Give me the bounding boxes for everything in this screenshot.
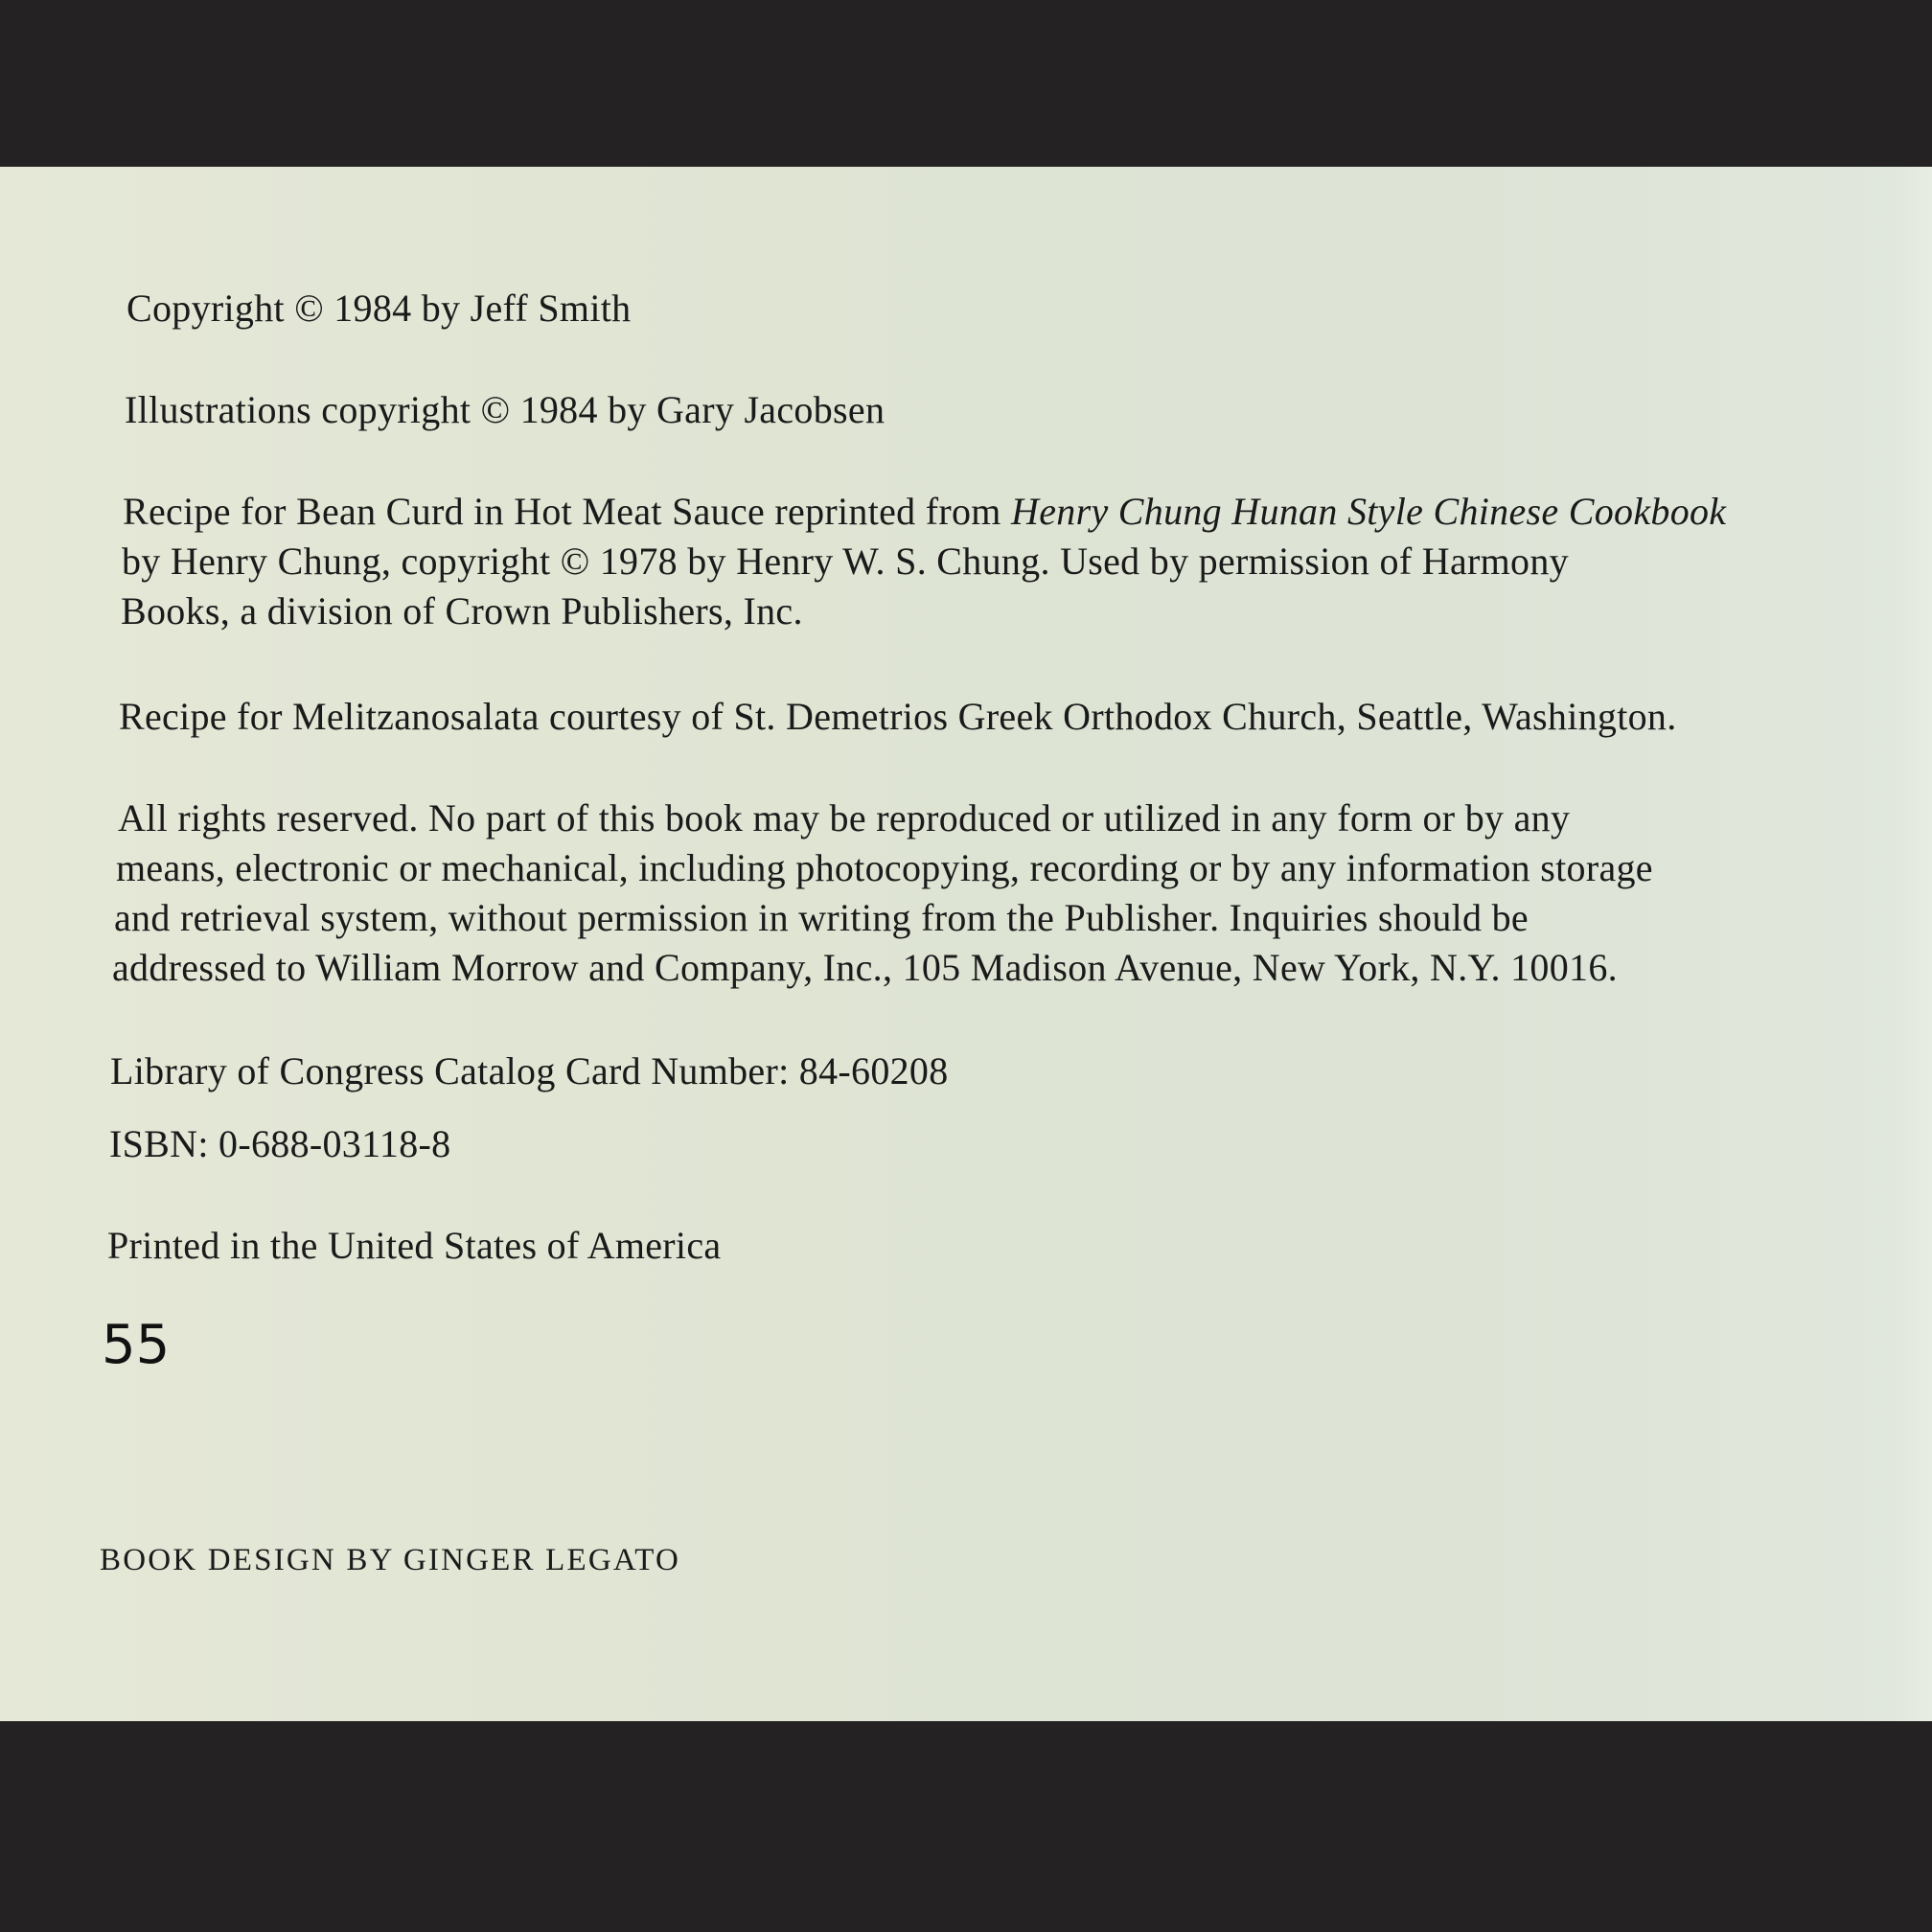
bean-curd-credit-line-2: by Henry Chung, copyright © 1978 by Henry W. S. Chung. Used by permission of Harmony — [122, 540, 1569, 583]
rights-line-4: addressed to William Morrow and Company, Inc., 105 Madison Avenue, New York, N.Y. 10016. — [112, 946, 1618, 989]
printed-in-line: Printed in the United States of America — [107, 1224, 722, 1267]
library-of-congress-line: Library of Congress Catalog Card Number: 84-60208 — [110, 1049, 949, 1092]
illustrations-copyright-line: Illustrations copyright © 1984 by Gary Jacobsen — [125, 388, 886, 431]
cookbook-title: Henry Chung Hunan Style Chinese Cookbook — [1011, 490, 1727, 533]
bean-curd-credit-line-3: Books, a division of Crown Publishers, Inc. — [121, 589, 803, 632]
rights-line-3: and retrieval system, without permission in writing from the Publisher. Inquiries should be — [114, 896, 1529, 939]
printing-number: 55 — [102, 1314, 171, 1376]
melitzanosalata-credit-line: Recipe for Melitzanosalata courtesy of St. Demetrios Greek Orthodox Church, Seattle, Washington. — [119, 695, 1677, 738]
bean-curd-credit-prefix: Recipe for Bean Curd in Hot Meat Sauce reprinted from — [123, 490, 1012, 533]
rights-line-1: All rights reserved. No part of this book may be reproduced or utilized in any form or by any — [118, 796, 1571, 840]
copyright-page — [0, 167, 1932, 1721]
isbn-line: ISBN: 0-688-03118-8 — [109, 1122, 451, 1165]
copyright-line: Copyright © 1984 by Jeff Smith — [126, 287, 632, 330]
bean-curd-credit-line-1 — [123, 487, 1726, 537]
rights-line-2: means, electronic or mechanical, including photocopying, recording or by any information storage — [116, 846, 1653, 889]
book-design-credit: BOOK DESIGN BY GINGER LEGATO — [100, 1543, 681, 1577]
